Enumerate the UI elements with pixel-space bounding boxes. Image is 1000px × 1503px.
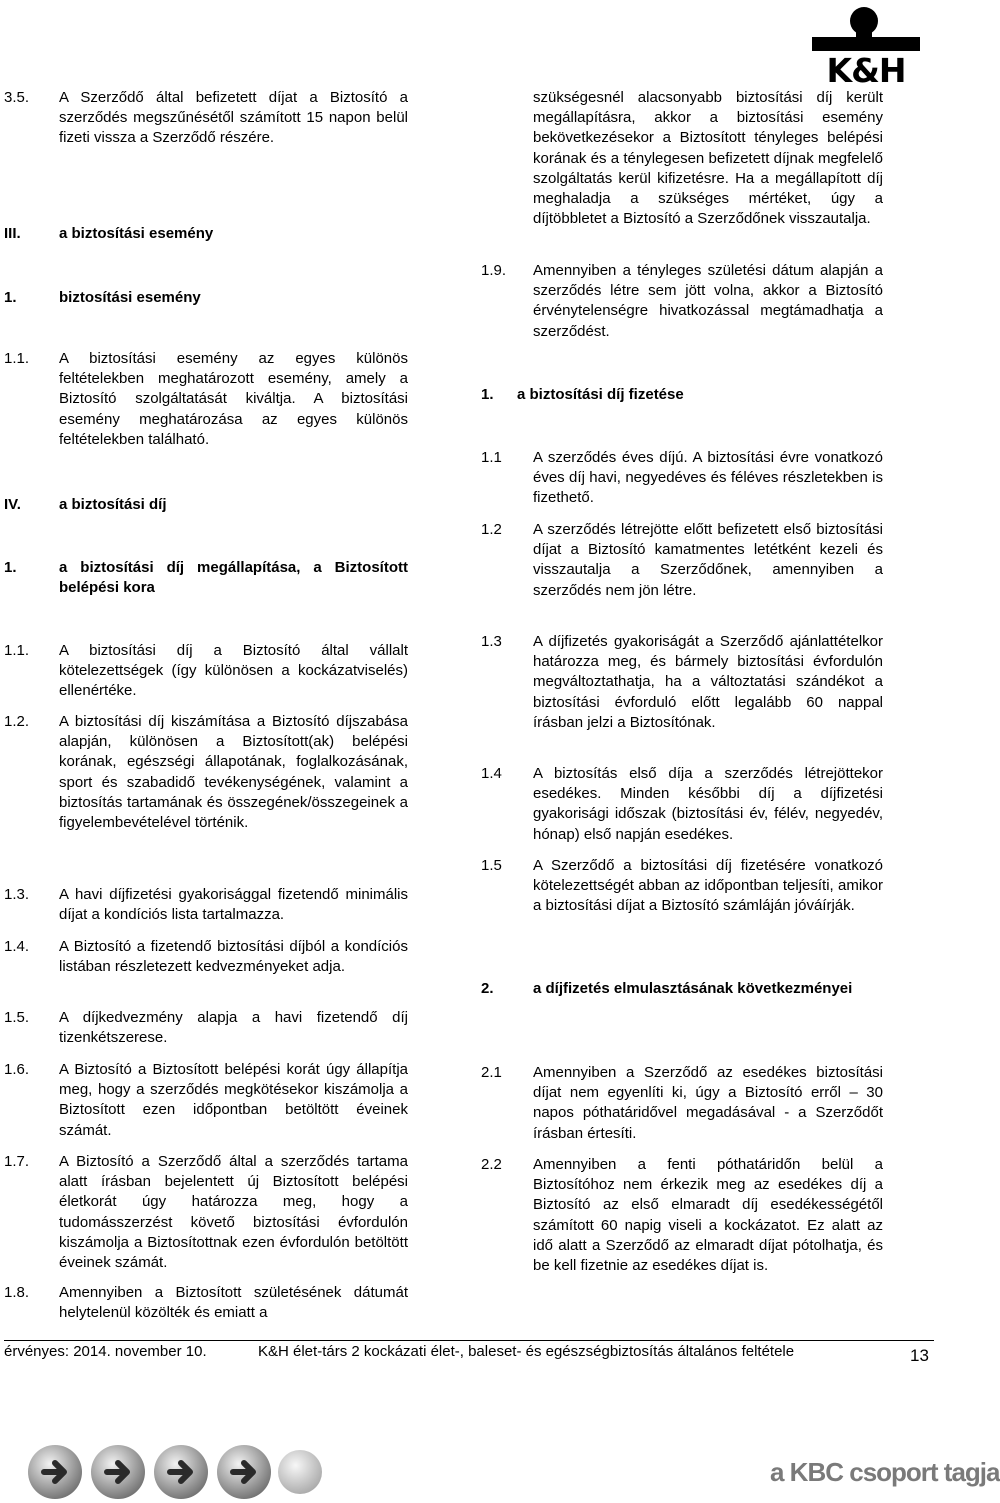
heading-number: 1. bbox=[4, 289, 17, 306]
item-text: A havi díjfizetési gyakorisággal fizetendő minimális díjat a kondíciós lista tartalmazza. bbox=[59, 886, 408, 924]
heading-text: a biztosítási esemény bbox=[59, 225, 214, 242]
item-number: 1.8. bbox=[4, 1284, 30, 1301]
heading-iv bbox=[4, 495, 408, 515]
item-number: 1.4 bbox=[481, 765, 502, 782]
section-payment-1-5 bbox=[481, 856, 883, 917]
heading-text: biztosítási esemény bbox=[59, 289, 201, 306]
item-text: Amennyiben a tényleges születési dátum alapján a szerződés létre sem jött volna, akkor a Biztosító érvénytelenségre hivatkozással megtámadhatja a szerződést. bbox=[533, 262, 883, 340]
item-number: 1.2. bbox=[4, 713, 30, 730]
heading-number: 1. bbox=[481, 386, 494, 403]
section-1-5 bbox=[4, 1008, 408, 1048]
item-text: A Biztosító a fizetendő biztosítási díjból a kondíciós listában részletezett kedvezményeket adja. bbox=[59, 938, 408, 976]
section-1-3 bbox=[4, 885, 408, 925]
item-number: 3.5. bbox=[4, 89, 30, 106]
item-number: 1.1 bbox=[481, 449, 502, 466]
kbc-group-tagline: a KBC csoport tagja bbox=[770, 1457, 1000, 1487]
heading-text: a díjfizetés elmulasztásának következményei bbox=[533, 980, 853, 997]
item-text: Amennyiben a fenti póthatáridőn belül a Biztosítóhoz nem érkezik meg az esedékes díj a Biztosító az első elmaradt díj esedékességétől számított 60 napig viseli a kockázatot. Ez alatt az idő alatt a Szerződő az elmaradt díjat pótolhatja, és be kell fizetnie az esedékes díjat is. bbox=[533, 1156, 883, 1275]
kh-figure-icon bbox=[808, 4, 924, 54]
item-text: A biztosítási díj a Biztosító által vállalt kötelezettségek (így különösen a kockázatviselés) ellenértéke. bbox=[59, 642, 408, 700]
heading-number: III. bbox=[4, 225, 21, 242]
heading-text: a biztosítási díj bbox=[59, 496, 167, 513]
item-text: A biztosítási esemény az egyes különös feltételekben meghatározott esemény, amely a Biztosító szolgáltatását kiváltja. A biztosítási esemény meghatározása az egyes különös feltételekben található. bbox=[59, 350, 408, 448]
item-number: 1.9. bbox=[481, 262, 507, 279]
heading-1-event bbox=[4, 288, 408, 308]
kh-logo bbox=[808, 4, 924, 88]
heading-iii bbox=[4, 224, 408, 244]
item-text: A Biztosító a Szerződő által a szerződés tartama alatt írásban bejelentett új Biztosított belépési életkorát úgy határozza meg, hogy a tudomásszerzést követő biztosítási évfordulón kiszámolja a Biztosítottnak ezen évfordulón betöltött éveinek számát. bbox=[59, 1153, 408, 1272]
item-number: 2.1 bbox=[481, 1064, 502, 1081]
item-number: 1.4. bbox=[4, 938, 30, 955]
item-text: A biztosítás első díja a szerződés létrejöttekor esedékes. Minden későbbi díj a díjfizetési gyakorisági időszak (biztosítási év, félév, negyedév, hónap) első napján esedékes. bbox=[533, 765, 883, 843]
navigation-arrows-icon bbox=[0, 1420, 330, 1503]
section-payment-1-4 bbox=[481, 764, 883, 845]
heading-2-default bbox=[481, 979, 883, 999]
item-text: A díjfizetés gyakoriságát a Szerződő ajánlattételkor határozza meg, és bármely biztosítási évfordulón megváltoztathatja, ha a változtatási szándékot a biztosítási évforduló előtt legalább 60 nappal írásban jelzi a Biztosítónak. bbox=[533, 633, 883, 731]
section-1-1-fee bbox=[4, 641, 408, 702]
footer-title: K&H élet-társ 2 kockázati élet-, baleset- és egészségbiztosítás általános feltétele bbox=[258, 1343, 795, 1360]
heading-1-payment bbox=[481, 385, 883, 405]
item-text: szükségesnél alacsonyabb biztosítási díj került megállapításra, akkor a biztosítási esemény bekövetkezésekor a Biztosított tényleges belépési korának és a ténylegesen befizetett díjnak megfelelő szolgáltatás kerül kifizetésre. Ha a megállapított díj meghaladja a szükséges mértéket, úgy a díjtöbbletet a Biztosító a Szerződőnek visszautalja. bbox=[533, 89, 883, 228]
item-text: A szerződés éves díjú. A biztosítási évre vonatkozó éves díj havi, negyedéves és féléves részletekben is fizethető. bbox=[533, 449, 883, 507]
item-text: Amennyiben a Biztosított születésének dátumát helytelenül közölték és emiatt a bbox=[59, 1284, 408, 1322]
section-1-9 bbox=[481, 261, 883, 342]
page-footer bbox=[4, 1340, 934, 1363]
logo-text: K&H bbox=[826, 51, 906, 90]
item-number: 1.3 bbox=[481, 633, 502, 650]
item-number: 1.3. bbox=[4, 886, 30, 903]
section-payment-1-3 bbox=[481, 632, 883, 733]
section-1-7 bbox=[4, 1152, 408, 1273]
section-payment-1-2 bbox=[481, 520, 883, 601]
item-number: 1.1. bbox=[4, 350, 30, 367]
item-text: Amennyiben a Szerződő az esedékes biztosítási díjat nem egyenlíti ki, úgy a Biztosító erről – 30 napos póthatáridővel megadásával - a Szerződőt írásban értesíti. bbox=[533, 1064, 883, 1142]
item-text: A Biztosító a Biztosított belépési korát úgy állapítja meg, hogy a szerződés megkötésekor kiszámolja a Biztosított ezen időpontban betöltött éveinek számát. bbox=[59, 1061, 408, 1139]
heading-1-fee bbox=[4, 558, 408, 598]
section-1-4 bbox=[4, 937, 408, 977]
footer-date: érvényes: 2014. november 10. bbox=[4, 1343, 207, 1360]
section-1-8-continued bbox=[481, 88, 883, 229]
item-number: 1.6. bbox=[4, 1061, 30, 1078]
section-payment-1-1 bbox=[481, 448, 883, 509]
item-text: A Szerződő a biztosítási díj fizetésére vonatkozó kötelezettségét abban az időpontban teljesíti, amikor a biztosítási díjat a Biztosító számláján jóváírják. bbox=[533, 857, 883, 915]
item-number: 1.7. bbox=[4, 1153, 30, 1170]
heading-number: 2. bbox=[481, 980, 494, 997]
section-1-8 bbox=[4, 1283, 408, 1323]
page-number: 13 bbox=[910, 1346, 929, 1365]
heading-number: 1. bbox=[4, 559, 17, 576]
item-text: A Szerződő által befizetett díjat a Biztosító a szerződés megszűnésétől számított 15 napon belül fizeti vissza a Szerződő részére. bbox=[59, 89, 408, 147]
section-3-5 bbox=[4, 88, 408, 149]
heading-text: a biztosítási díj fizetése bbox=[517, 386, 684, 403]
item-number: 1.5. bbox=[4, 1009, 30, 1026]
item-text: A biztosítási díj kiszámítása a Biztosító díjszabása alapján, különösen a Biztosított(ak) belépési korának, egészségi állapotának, foglalkozásának, sport és szabadidő tevékenységének, valamint a biztosítás tartamának és összegének/összegeinek a figyelembevételével történik. bbox=[59, 713, 408, 832]
item-text: A díjkedvezmény alapja a havi fizetendő díj tizenkétszerese. bbox=[59, 1009, 408, 1047]
item-number: 1.2 bbox=[481, 521, 502, 538]
section-2-1 bbox=[481, 1063, 883, 1144]
item-number: 2.2 bbox=[481, 1156, 502, 1173]
section-1-1-event bbox=[4, 349, 408, 450]
section-2-2 bbox=[481, 1155, 883, 1276]
item-number: 1.5 bbox=[481, 857, 502, 874]
heading-number: IV. bbox=[4, 496, 21, 513]
heading-text: a biztosítási díj megállapítása, a Biztosított belépési kora bbox=[59, 559, 408, 597]
item-number: 1.1. bbox=[4, 642, 30, 659]
section-1-2 bbox=[4, 712, 408, 833]
item-text: A szerződés létrejötte előtt befizetett első biztosítási díjat a Biztosító kamatmentes letétként kezeli és visszautalja a Szerződőnek, amennyiben a szerződés nem jön létre. bbox=[533, 521, 883, 599]
section-1-6 bbox=[4, 1060, 408, 1141]
